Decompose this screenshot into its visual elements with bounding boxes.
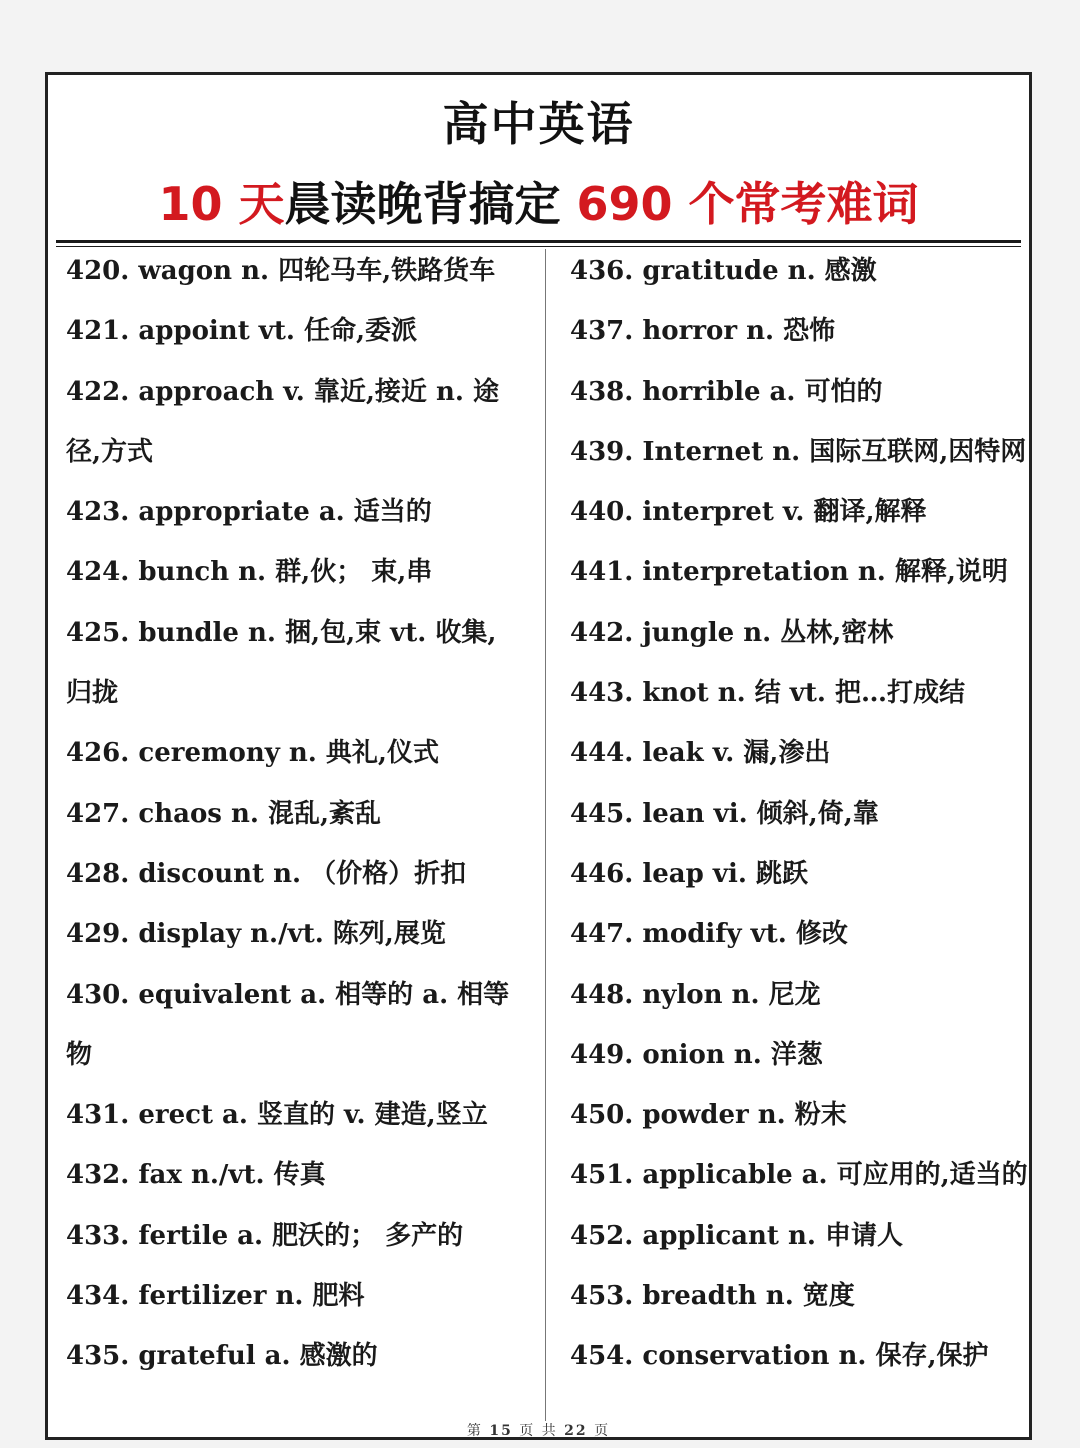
vocab-line: 425. bundle n. 捆,包,束 vt. 收集, <box>66 617 497 648</box>
vocab-line: 440. interpret v. 翻译,解释 <box>570 497 927 528</box>
vocab-line: 453. breadth n. 宽度 <box>570 1281 855 1312</box>
vocab-line: 449. onion n. 洋葱 <box>570 1039 823 1070</box>
vocab-line: 421. appoint vt. 任命,委派 <box>66 316 418 347</box>
vocab-line: 444. leak v. 漏,渗出 <box>570 738 831 769</box>
vocab-sheet <box>45 72 1032 1440</box>
vocab-line: 426. ceremony n. 典礼,仪式 <box>66 738 439 769</box>
vocab-line: 420. wagon n. 四轮马车,铁路货车 <box>66 256 496 286</box>
subtitle-count: 690 个 <box>576 177 735 231</box>
title-block <box>48 93 1029 235</box>
vocab-line: 441. interpretation n. 解释,说明 <box>570 557 1008 588</box>
vocab-line: 436. gratitude n. 感激 <box>570 256 877 286</box>
footer-suffix: 页 <box>594 1423 611 1439</box>
vocab-line: 452. applicant n. 申请人 <box>570 1220 903 1251</box>
vocab-line: 450. powder n. 粉末 <box>570 1100 847 1131</box>
vocab-line: 432. fax n./vt. 传真 <box>66 1160 326 1191</box>
footer-total-pages: 22 <box>564 1423 588 1439</box>
vocab-line: 归拢 <box>66 678 119 709</box>
subtitle-method: 晨读晚背搞定 <box>284 177 561 231</box>
vocab-line: 物 <box>66 1039 93 1070</box>
column-divider <box>545 249 546 1421</box>
vocab-line: 431. erect a. 竖直的 v. 建造,竖立 <box>66 1100 488 1131</box>
vocab-line: 428. discount n. （价格）折扣 <box>66 858 467 889</box>
vocab-line: 447. modify vt. 修改 <box>570 919 848 950</box>
vocab-line: 423. appropriate a. 适当的 <box>66 497 432 528</box>
vocab-line: 446. leap vi. 跳跃 <box>570 858 808 889</box>
vocab-line: 429. display n./vt. 陈列,展览 <box>66 919 446 950</box>
vocab-line: 438. horrible a. 可怕的 <box>570 376 883 407</box>
footer-page-number: 15 <box>489 1423 513 1439</box>
vocab-line: 422. approach v. 靠近,接近 n. 途 <box>66 376 499 407</box>
vocab-line: 443. knot n. 结 vt. 把…打成结 <box>570 678 965 709</box>
left-column <box>66 241 536 1387</box>
vocab-line: 430. equivalent a. 相等的 a. 相等 <box>66 979 510 1010</box>
vocab-line: 435. grateful a. 感激的 <box>66 1341 378 1372</box>
subtitle-topic: 常考难词 <box>734 177 919 231</box>
vocab-line: 434. fertilizer n. 肥料 <box>66 1281 365 1312</box>
vocab-line: 439. Internet n. 国际互联网,因特网 <box>570 436 1027 467</box>
vocab-line: 448. nylon n. 尼龙 <box>570 979 821 1010</box>
footer-prefix: 第 <box>466 1423 483 1439</box>
vocab-line: 442. jungle n. 丛林,密林 <box>570 617 894 648</box>
page-subtitle <box>48 173 1029 235</box>
vocab-line: 454. conservation n. 保存,保护 <box>570 1341 989 1372</box>
footer-middle: 页 共 <box>519 1423 558 1439</box>
vocab-line: 433. fertile a. 肥沃的； 多产的 <box>66 1220 464 1251</box>
vocab-line: 424. bunch n. 群,伙； 束,串 <box>66 557 433 588</box>
page-footer <box>48 1420 1029 1440</box>
vocab-line: 445. lean vi. 倾斜,倚,靠 <box>570 798 879 829</box>
right-column <box>570 241 1032 1387</box>
vocab-line: 437. horror n. 恐怖 <box>570 316 836 347</box>
vocab-line: 径,方式 <box>66 436 154 467</box>
vocab-line: 427. chaos n. 混乱,紊乱 <box>66 798 382 829</box>
page-title: 高中英语 <box>442 97 635 151</box>
subtitle-days: 10 天 <box>158 177 285 231</box>
vocab-line: 451. applicable a. 可应用的,适当的 <box>570 1160 1028 1191</box>
